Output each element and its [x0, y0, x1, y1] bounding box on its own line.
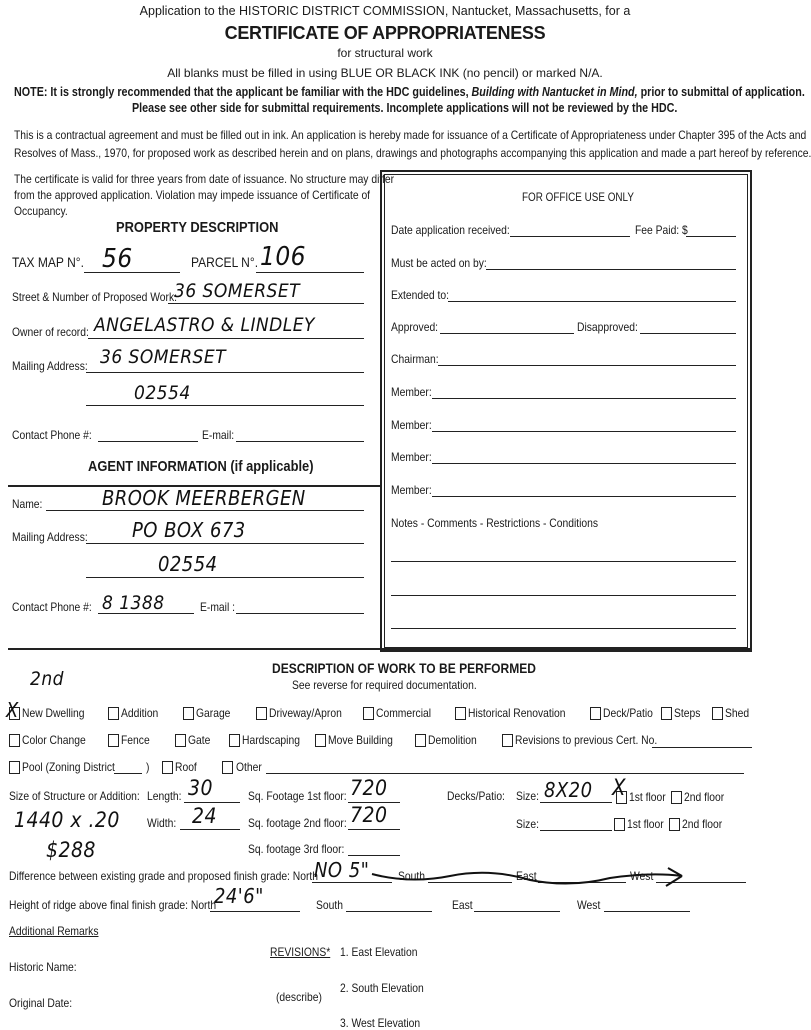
move-building-label: Move Building — [328, 733, 393, 747]
contact-phone-field[interactable] — [98, 441, 198, 442]
notes-line-2[interactable] — [391, 595, 736, 596]
mailing-field-2[interactable] — [86, 405, 364, 406]
decks-patio-label: Decks/Patio: — [447, 789, 505, 803]
grade-north-value: NO 5" — [314, 858, 370, 882]
roof-label: Roof — [175, 760, 197, 774]
revisions-label: Revisions to previous Cert. No. — [515, 733, 658, 747]
historic-name-label: Historic Name: — [9, 960, 77, 974]
contact-phone-label: Contact Phone #: — [12, 428, 92, 442]
deck-size-label-2: Size: — [516, 817, 539, 831]
fence-label: Fence — [121, 733, 150, 747]
agent-email-label: E-mail : — [200, 600, 235, 614]
shed-checkbox[interactable] — [712, 707, 723, 720]
deck-size-value: 8X20 — [544, 778, 593, 802]
sqft-3rd-label: Sq. footage 3rd floor: — [248, 842, 345, 856]
member-label-3: Member: — [391, 450, 432, 464]
email-label: E-mail: — [202, 428, 235, 442]
commercial-checkbox[interactable] — [363, 707, 374, 720]
sqft-3rd-field[interactable] — [348, 855, 400, 856]
work-subheading: See reverse for required documentation. — [292, 678, 477, 692]
pool-checkbox[interactable] — [9, 761, 20, 774]
deck-size-field-1[interactable] — [540, 802, 612, 803]
driveway-label: Driveway/Apron — [269, 706, 342, 720]
approved-label: Approved: — [391, 320, 439, 334]
deck-size-label-1: Size: — [516, 789, 539, 803]
extended-label: Extended to: — [391, 288, 449, 302]
historical-renovation-checkbox[interactable] — [455, 707, 466, 720]
sqft-2nd-label: Sq. footage 2nd floor: — [248, 816, 347, 830]
agent-phone-label: Contact Phone #: — [12, 600, 92, 614]
revision-item-1: 1. East Elevation — [340, 945, 418, 959]
ridge-north-field[interactable] — [210, 911, 300, 912]
pool-label: Pool (Zoning District — [22, 760, 115, 774]
validity-line3: Occupancy. — [14, 204, 68, 218]
agent-name-field[interactable] — [46, 510, 364, 511]
agent-mailing-value-2: 02554 — [158, 552, 218, 576]
roof-checkbox[interactable] — [162, 761, 173, 774]
ridge-east-label: East — [452, 898, 473, 912]
demolition-label: Demolition — [428, 733, 477, 747]
note-line2: Please see other side for submittal requirements. Incomplete applications will not be reviewed by the HDC. — [132, 101, 678, 115]
garage-label: Garage — [196, 706, 231, 720]
approved-field[interactable] — [440, 333, 574, 334]
move-building-checkbox[interactable] — [315, 734, 326, 747]
garage-checkbox[interactable] — [183, 707, 194, 720]
ridge-east-field[interactable] — [474, 911, 560, 912]
ridge-west-field[interactable] — [604, 911, 690, 912]
parcel-value: 106 — [260, 242, 307, 272]
handwritten-2nd: 2nd — [30, 668, 64, 690]
acted-on-field[interactable] — [486, 269, 736, 270]
street-field[interactable] — [168, 303, 364, 304]
other-checkbox[interactable] — [222, 761, 233, 774]
original-date-label: Original Date: — [9, 996, 73, 1010]
length-field[interactable] — [184, 802, 240, 803]
revision-item-3: 3. West Elevation — [340, 1016, 421, 1030]
form-subtitle: for structural work — [337, 46, 433, 60]
deck-size-field-2[interactable] — [540, 830, 612, 831]
shed-label: Shed — [725, 706, 750, 720]
sqft-1st-value: 720 — [350, 776, 388, 800]
chairman-field[interactable] — [438, 365, 736, 366]
note-line1 — [14, 85, 805, 99]
parcel-field[interactable] — [256, 272, 364, 273]
grade-east-label: East — [516, 869, 537, 883]
agent-mailing-value-1: PO BOX 673 — [132, 518, 246, 542]
tax-map-value: 56 — [102, 244, 133, 274]
new-dwelling-label: New Dwelling — [22, 706, 85, 720]
length-value: 30 — [188, 776, 213, 800]
pool-zoning-field[interactable] — [114, 773, 142, 774]
describe-label: (describe) — [276, 990, 322, 1004]
office-use-inner-frame — [384, 174, 748, 648]
email-field[interactable] — [236, 441, 364, 442]
ridge-north-value: 24'6" — [214, 884, 264, 908]
historical-renovation-label: Historical Renovation — [468, 706, 566, 720]
mailing-label: Mailing Address: — [12, 359, 88, 373]
ridge-west-label: West — [577, 898, 601, 912]
ridge-height-label: Height of ridge above final finish grade: North — [9, 898, 217, 912]
office-heading: FOR OFFICE USE ONLY — [522, 192, 634, 204]
acted-on-label: Must be acted on by: — [391, 256, 487, 270]
other-field[interactable] — [266, 773, 744, 774]
member-label-1: Member: — [391, 385, 432, 399]
hardscaping-label: Hardscaping — [242, 733, 300, 747]
validity-line2: from the approved application. Violation may impede issuance of Certificate of — [14, 188, 371, 202]
gate-label: Gate — [188, 733, 211, 747]
fee-paid-field[interactable] — [686, 236, 736, 237]
grade-difference-label: Difference between existing grade and proposed finish grade: North — [9, 869, 319, 883]
color-change-label: Color Change — [22, 733, 86, 747]
size-structure-label: Size of Structure or Addition: — [9, 789, 140, 803]
deck-1st-floor-label: 1st floor — [629, 790, 666, 804]
pool-close-paren: ) — [146, 760, 150, 774]
deck-patio-label: Deck/Patio — [603, 706, 653, 720]
grade-south-label: South — [398, 869, 425, 883]
deck-patio-checkbox[interactable] — [590, 707, 601, 720]
ridge-south-field[interactable] — [346, 911, 432, 912]
validity-line1: The certificate is valid for three years from date of issuance. No structure may differ — [14, 172, 395, 186]
agent-mailing-field-2[interactable] — [86, 577, 364, 578]
commercial-label: Commercial — [376, 706, 432, 720]
new-dwelling-check-mark: X — [6, 698, 19, 722]
width-field[interactable] — [180, 829, 240, 830]
calc-line-2: $288 — [46, 838, 96, 862]
agent-name-value: BROOK MEERBERGEN — [102, 486, 306, 510]
width-value: 24 — [192, 804, 217, 828]
revisions-checkbox[interactable] — [502, 734, 513, 747]
tax-map-label: TAX MAP N°. — [12, 254, 84, 270]
property-heading: PROPERTY DESCRIPTION — [116, 219, 279, 236]
revision-item-2: 2. South Elevation — [340, 981, 424, 995]
deck-1st-floor-check-mark: X — [612, 776, 627, 801]
member-field-3[interactable] — [432, 463, 736, 464]
agent-mailing-field-1[interactable] — [86, 543, 364, 544]
driveway-checkbox[interactable] — [256, 707, 267, 720]
date-received-label: Date application received: — [391, 223, 510, 237]
contract-line2: Resolves of Mass., 1970, for proposed work as described herein and on plans, drawings and photographs accompanying this application and made a part hereof by reference. — [14, 146, 811, 160]
deck2-2nd-floor-label: 2nd floor — [682, 817, 723, 831]
deck2-2nd-floor-checkbox[interactable] — [669, 818, 680, 831]
disapproved-field[interactable] — [640, 333, 736, 334]
ink-note: All blanks must be filled in using BLUE OR BLACK INK (no pencil) or marked N/A. — [167, 66, 603, 80]
member-field-4[interactable] — [432, 496, 736, 497]
revisions-heading: REVISIONS* — [270, 945, 331, 959]
agent-name-label: Name: — [12, 497, 43, 511]
deck2-1st-floor-checkbox[interactable] — [614, 818, 625, 831]
date-received-field[interactable] — [510, 236, 630, 237]
grade-arrow-stroke — [370, 864, 690, 894]
mailing-value-2: 02554 — [134, 382, 191, 404]
street-value: 36 SOMERSET — [174, 280, 301, 302]
header-line1: Application to the HISTORIC DISTRICT COMMISSION, Nantucket, Massachusetts, for a — [139, 4, 631, 18]
disapproved-label: Disapproved: — [577, 320, 638, 334]
hardscaping-checkbox[interactable] — [229, 734, 240, 747]
agent-phone-value: 8 1388 — [102, 592, 165, 614]
agent-mailing-label: Mailing Address: — [12, 530, 88, 544]
contract-line1: This is a contractual agreement and must be filled out in ink. An application is hereby made for issuance of a Certificate of Appropriateness under Chapter 395 of the Acts and — [14, 128, 807, 142]
deck-2nd-floor-checkbox[interactable] — [671, 791, 682, 804]
addition-checkbox[interactable] — [108, 707, 119, 720]
additional-remarks-label: Additional Remarks — [9, 924, 99, 938]
notes-line-1[interactable] — [391, 561, 736, 562]
steps-checkbox[interactable] — [661, 707, 672, 720]
fence-checkbox[interactable] — [108, 734, 119, 747]
member-field-1[interactable] — [432, 398, 736, 399]
deck-2nd-floor-label: 2nd floor — [684, 790, 725, 804]
street-label: Street & Number of Proposed Work: — [12, 290, 177, 304]
other-label: Other — [236, 760, 262, 774]
agent-heading: AGENT INFORMATION (if applicable) — [88, 458, 314, 475]
member-label-2: Member: — [391, 418, 432, 432]
notes-line-3[interactable] — [391, 628, 736, 629]
note-prefix: NOTE: It is strongly recommended that the applicant be familiar with the HDC guidelines, — [14, 85, 469, 99]
steps-label: Steps — [674, 706, 701, 720]
revisions-cert-field[interactable] — [652, 747, 752, 748]
length-label: Length: — [147, 789, 182, 803]
note-suffix: prior to submittal of application. — [640, 85, 805, 99]
fee-paid-label: Fee Paid: $ — [635, 223, 688, 237]
calc-line-1: 1440 x .20 — [14, 808, 120, 832]
addition-label: Addition — [121, 706, 159, 720]
sqft-1st-label: Sq. Footage 1st floor: — [248, 789, 347, 803]
work-heading: DESCRIPTION OF WORK TO BE PERFORMED — [272, 660, 537, 676]
width-label: Width: — [147, 816, 177, 830]
chairman-label: Chairman: — [391, 352, 439, 366]
gate-checkbox[interactable] — [175, 734, 186, 747]
color-change-checkbox[interactable] — [9, 734, 20, 747]
grade-west-label: West — [630, 869, 654, 883]
mailing-value-1: 36 SOMERSET — [100, 346, 227, 368]
sqft-2nd-field[interactable] — [348, 829, 400, 830]
owner-value: ANGELASTRO & LINDLEY — [94, 314, 315, 336]
notes-label: Notes - Comments - Restrictions - Conditions — [391, 516, 599, 530]
form-title: CERTIFICATE OF APPROPRIATENESS — [224, 23, 546, 43]
extended-field[interactable] — [448, 301, 736, 302]
owner-field[interactable] — [88, 338, 364, 339]
parcel-label: PARCEL N°. — [191, 254, 259, 270]
member-field-2[interactable] — [432, 431, 736, 432]
owner-label: Owner of record: — [12, 325, 89, 339]
mailing-field-1[interactable] — [86, 372, 364, 373]
ridge-south-label: South — [316, 898, 343, 912]
deck2-1st-floor-label: 1st floor — [627, 817, 664, 831]
demolition-checkbox[interactable] — [415, 734, 426, 747]
agent-email-field[interactable] — [236, 613, 364, 614]
member-label-4: Member: — [391, 483, 432, 497]
section-divider — [8, 648, 750, 650]
sqft-2nd-value: 720 — [350, 803, 388, 827]
note-guidelines-title: Building with Nantucket in Mind, — [471, 85, 638, 99]
